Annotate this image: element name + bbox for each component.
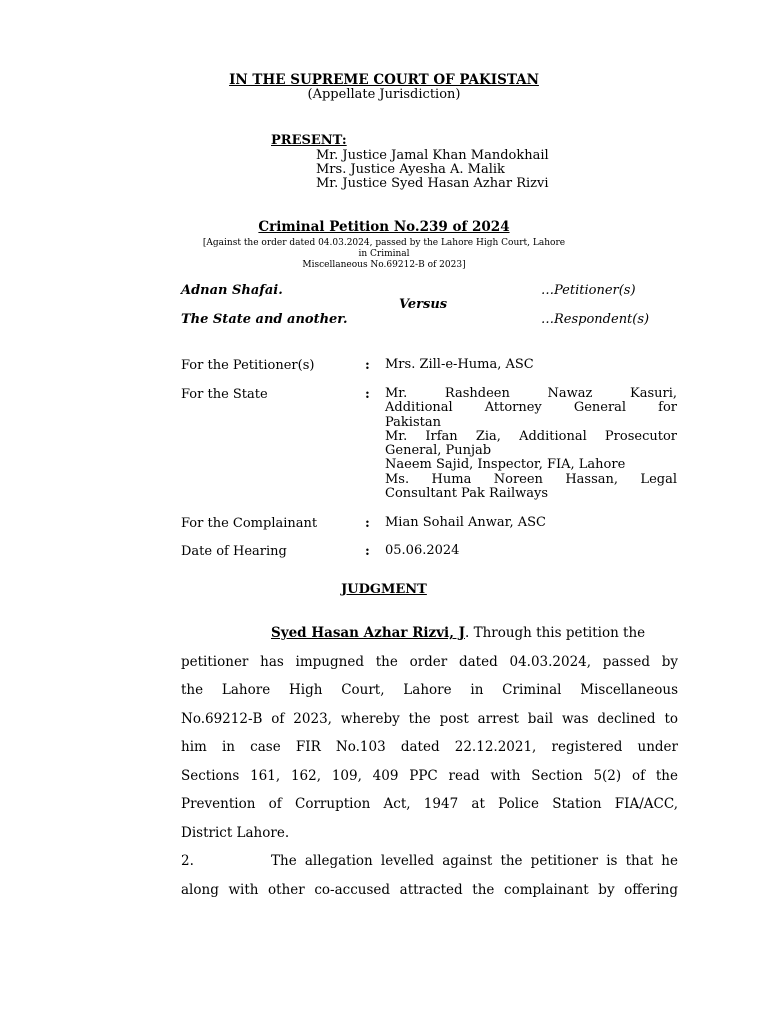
paragraph-line: petitioner has impugned the order dated 04.03.2024, passed by [181, 653, 678, 670]
judge-name: Mr. Justice Syed Hasan Azhar Rizvi [316, 176, 549, 191]
respondent-role: …Respondent(s) [541, 312, 650, 327]
respondent-name: The State and another. [181, 312, 348, 327]
appearance-label: Date of Hearing [181, 544, 287, 559]
paragraph-line: the Lahore High Court, Lahore in Criminal Miscellaneous [181, 682, 678, 698]
appearance-label: For the State [181, 387, 268, 402]
paragraph-line [181, 847, 678, 876]
judge-name: Mrs. Justice Ayesha A. Malik [316, 162, 505, 177]
appearance-colon: : [365, 516, 370, 531]
paragraph-line: along with other co-accused attracted the complainant by offering [181, 881, 678, 898]
appearance-counsel [385, 516, 677, 530]
counsel-line: Consultant Pak Railways [385, 486, 549, 502]
versus-label: Versus [399, 297, 448, 312]
against-note [200, 238, 568, 271]
judgment-paragraph-1 [181, 619, 678, 847]
appearance-label: For the Petitioner(s) [181, 358, 315, 373]
appearance-counsel [385, 358, 677, 372]
appearance-colon: : [365, 387, 370, 402]
petitioner-role: …Petitioner(s) [541, 283, 636, 298]
paragraph-text: . Through this petition the [464, 625, 646, 641]
paragraph-line: him in case FIR No.103 dated 22.12.2021, registered under [181, 739, 678, 755]
paragraph-text: The allegation levelled against the petitioner is that he [271, 853, 678, 869]
judgment-paragraph-2 [181, 847, 678, 904]
jurisdiction: (Appellate Jurisdiction) [307, 87, 461, 102]
appearance-label: For the Complainant [181, 516, 318, 531]
paragraph-line: Prevention of Corruption Act, 1947 at Police Station FIA/ACC, [181, 796, 678, 812]
paragraph-line [181, 619, 678, 648]
counsel-line: Additional Attorney General for [385, 400, 677, 416]
judge-name: Mr. Justice Jamal Khan Mandokhail [316, 148, 549, 163]
counsel-line: Naeem Sajid, Inspector, FIA, Lahore [385, 457, 626, 473]
paragraph-line: Sections 161, 162, 109, 409 PPC read with Section 5(2) of the [181, 767, 678, 784]
counsel-line: Mrs. Zill-e-Huma, ASC [385, 357, 534, 372]
counsel-line: Mian Sohail Anwar, ASC [385, 515, 546, 530]
appearance-counsel [385, 387, 677, 501]
paragraph-line: District Lahore. [181, 824, 290, 841]
appearance-colon: : [365, 358, 370, 373]
counsel-line: General, Punjab [385, 443, 492, 459]
appearance-colon: : [365, 544, 370, 559]
judgment-heading: JUDGMENT [341, 582, 427, 597]
counsel-line: Ms. Huma Noreen Hassan, Legal [385, 471, 677, 487]
against-note-line: [Against the order dated 04.03.2024, passed by the Lahore High Court, Lahore in Criminal [202, 238, 566, 259]
author-name: Syed Hasan Azhar Rizvi, J [271, 625, 465, 641]
against-note-line: Miscellaneous No.69212-B of 2023] [302, 260, 466, 270]
counsel-line: Mr. Rashdeen Nawaz Kasuri, [385, 386, 677, 401]
counsel-line: Pakistan [385, 414, 441, 430]
hearing-date [385, 544, 677, 558]
counsel-line: Mr. Irfan Zia, Additional Prosecutor [385, 428, 677, 444]
paragraph-number: 2. [181, 853, 194, 869]
case-title: Criminal Petition No.239 of 2024 [258, 219, 510, 235]
hearing-date-value: 05.06.2024 [385, 543, 460, 558]
bench-heading: PRESENT: [271, 133, 347, 148]
petitioner-name: Adnan Shafai. [181, 283, 283, 298]
court-title: IN THE SUPREME COURT OF PAKISTAN [229, 72, 539, 88]
paragraph-line: No.69212-B of 2023, whereby the post arrest bail was declined to [181, 710, 678, 727]
